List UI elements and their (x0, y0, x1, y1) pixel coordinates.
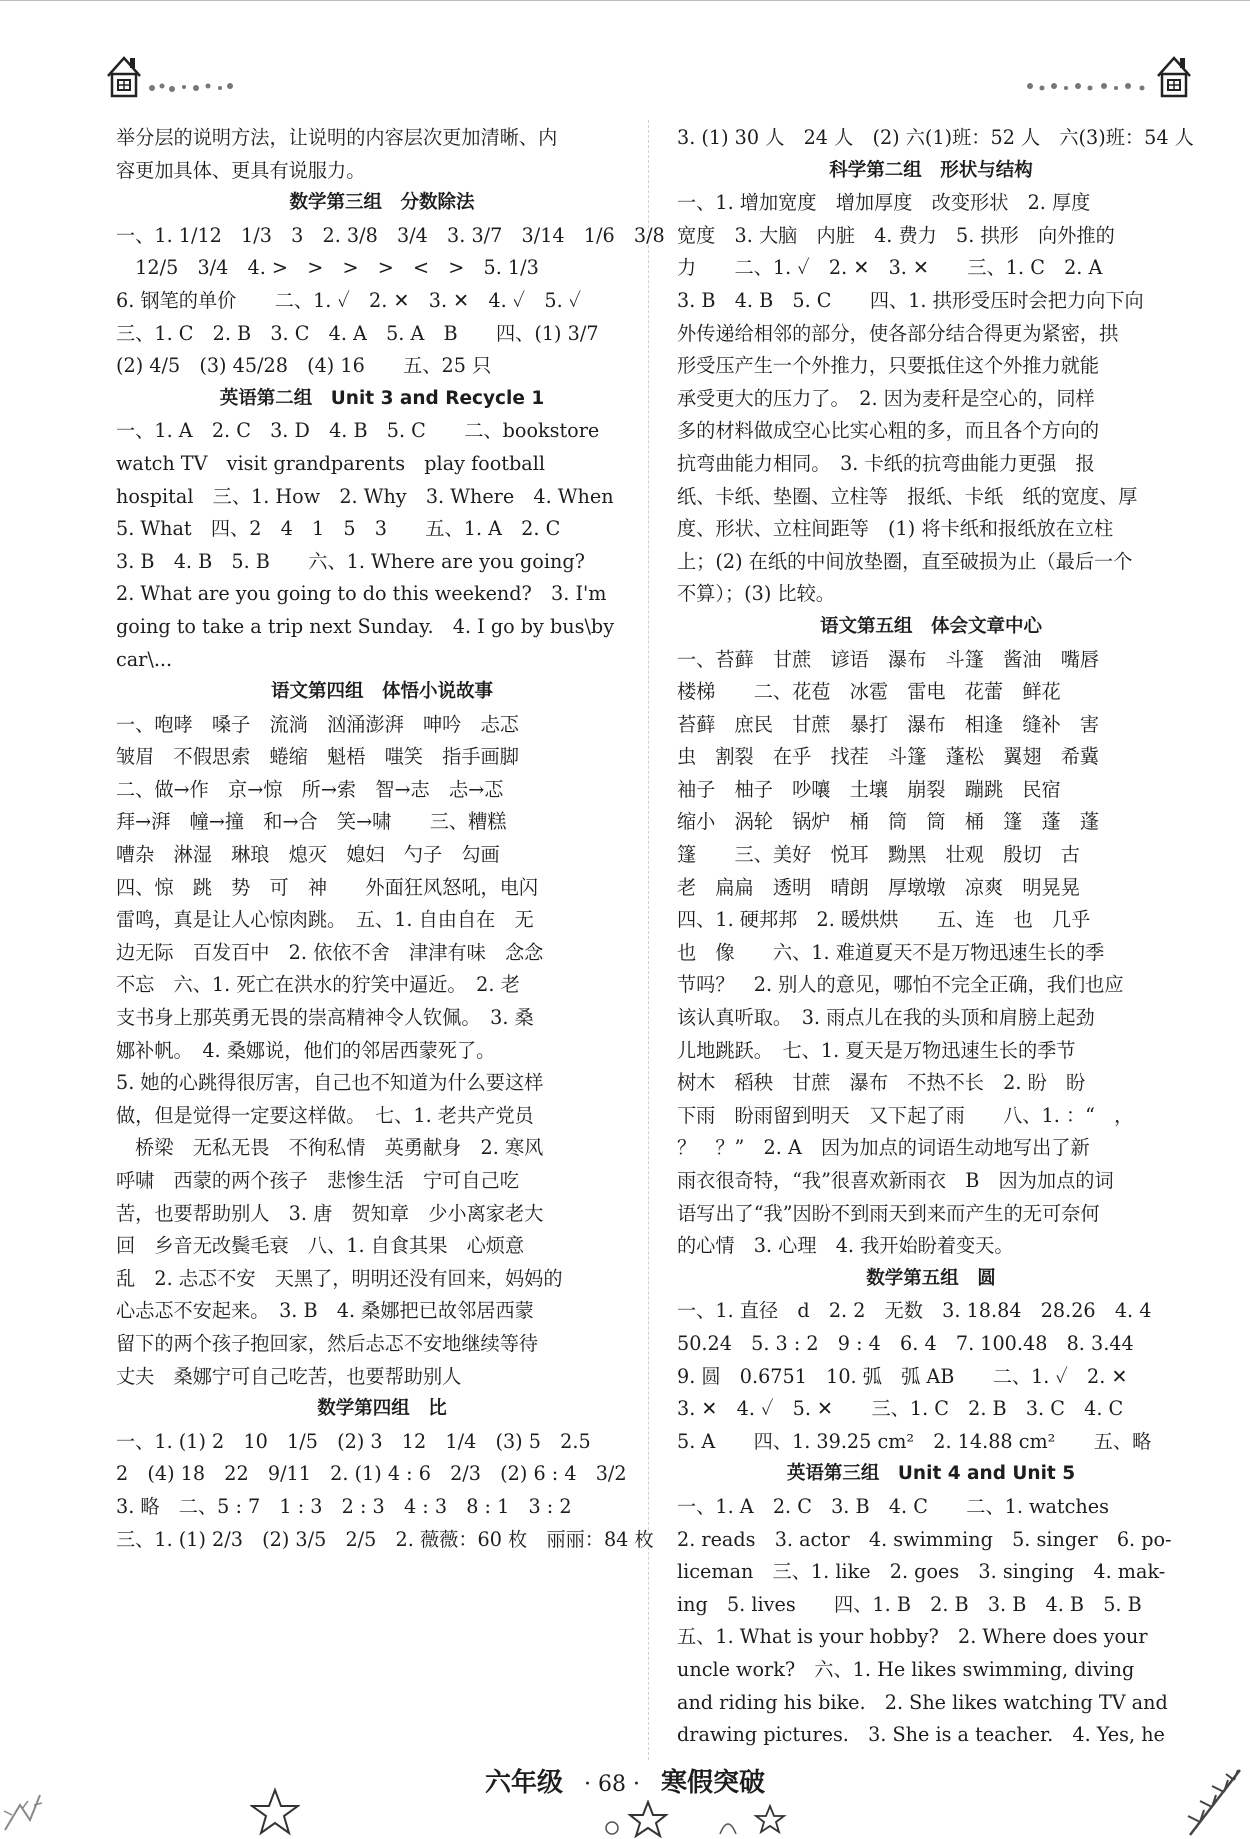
answer-line: 雨衣很奇特，“我”很喜欢新雨衣 B 因为加点的词 (677, 1169, 1114, 1192)
answer-line: ing 5. lives 四、1. B 2. B 3. B 4. B 5. B (677, 1592, 1142, 1616)
answer-line: 3. B 4. B 5. C 四、1. 拱形受压时会把力向下向 (677, 288, 1144, 312)
answer-line: 举分层的说明方法，让说明的内容层次更加清晰、内 (116, 126, 558, 149)
footer-book-title: 寒假突破 (661, 1768, 766, 1798)
answer-line: 嘈杂 淋湿 琳琅 熄灭 媳妇 勺子 勾画 (116, 843, 500, 867)
answer-line: 四、1. 硬邦邦 2. 暖烘烘 五、连 也 几乎 (677, 908, 1091, 932)
answer-line: 也 像 六、1. 难道夏天不是万物迅速生长的季 (677, 940, 1105, 964)
answer-line: 乱 2. 忐忑不安 天黑了，明明还没有回来，妈妈的 (116, 1266, 563, 1290)
answer-line: 5. A 四、1. 39.25 cm² 2. 14.88 cm² 五、略 (677, 1429, 1152, 1453)
answer-line: and riding his bike. 2. She likes watching TV and (677, 1690, 1168, 1714)
answer-line: 五、1. What is your hobby? 2. Where does your (677, 1625, 1148, 1649)
answer-line: car\... (116, 647, 173, 671)
answer-line: 皱眉 不假思索 蜷缩 魁梧 嗤笑 指手画脚 (116, 745, 519, 769)
answer-line: 一、1. 直径 d 2. 2 无数 3. 18.84 28.26 4. 4 (677, 1299, 1152, 1323)
answer-line: 不算）；(3) 比较。 (677, 582, 835, 606)
answer-line: 支书身上那英勇无畏的崇高精神令人钦佩。 3. 桑 (116, 1006, 534, 1030)
answer-line: 外传递给相邻的部分，使各部分结合得更为紧密，拱 (677, 321, 1119, 345)
answer-line: 该认真听取。 3. 雨点儿在我的头顶和肩膀上起劲 (677, 1006, 1095, 1030)
right-answer-column (677, 122, 1194, 1752)
answer-line: 回 乡音无改鬓毛衰 八、1. 自食其果 心烦意 (116, 1234, 525, 1258)
answer-line: ？ ？” 2. A 因为加点的词语生动地写出了新 (677, 1136, 1090, 1160)
answer-line: hospital 三、1. How 2. Why 3. Where 4. When (116, 484, 614, 508)
section-heading: 科学第二组 形状与结构 (829, 159, 1033, 181)
answer-line: 苔藓 庶民 甘蔗 暴打 瀑布 相逢 缝补 害 (677, 712, 1100, 736)
answer-line: 留下的两个孩子抱回家，然后忐忑不安地继续等待 (116, 1331, 539, 1355)
star-icon-center (600, 1800, 790, 1839)
left-answer-column (116, 122, 665, 1556)
answer-line: 雷鸣，真是让人心惊肉跳。 五、1. 自由自在 无 (116, 908, 534, 932)
answer-line: 四、惊 跳 势 可 神 外面狂风怒吼，电闪 (116, 875, 539, 899)
answer-line: 力 二、1. ✓ 2. ✕ 3. ✕ 三、1. C 2. A (677, 256, 1103, 280)
answer-line: 老 扁扁 透明 晴朗 厚墩墩 凉爽 明晃晃 (677, 875, 1080, 899)
section-heading: 数学第四组 比 (317, 1398, 447, 1420)
answer-line: 度、形状、立柱间距等 (1) 将卡纸和报纸放在立柱 (677, 517, 1114, 541)
answer-line: 三、1. C 2. B 3. C 4. A 5. A B 四、(1) 3/7 (116, 321, 599, 345)
page-number: · 68 · (584, 1772, 640, 1797)
answer-line: 楼梯 二、花苞 冰雹 雷电 花蕾 鲜花 (677, 680, 1061, 704)
answer-line: 纸、卡纸、垫圈、立柱等 报纸、卡纸 纸的宽度、厚 (677, 484, 1138, 508)
answer-line: 一、苔藓 甘蔗 谚语 瀑布 斗篷 酱油 嘴唇 (677, 647, 1100, 671)
answer-line: 节吗？ 2. 别人的意见，哪怕不完全正确，我们也应 (677, 973, 1124, 997)
house-icon-left (100, 50, 280, 100)
section-heading: 数学第三组 分数除法 (289, 192, 475, 214)
answer-line: 3. ✕ 4. ✓ 5. ✕ 三、1. C 2. B 3. C 4. C (677, 1397, 1124, 1421)
answer-line: 儿地跳跃。 七、1. 夏天是万物迅速生长的季节 (677, 1038, 1076, 1062)
answer-line: 语写出了“我”因盼不到雨天到来而产生的无可奈何 (677, 1201, 1100, 1225)
answer-line: 边无际 百发百中 2. 依依不舍 津津有味 念念 (116, 940, 544, 964)
answer-line: liceman 三、1. like 2. goes 3. singing 4. mak- (677, 1560, 1166, 1584)
answer-line: 9. 圆 0.6751 10. 弧 弧 AB 二、1. ✓ 2. ✕ (677, 1364, 1128, 1388)
column-divider (648, 120, 649, 1760)
answer-line: 一、1. A 2. C 3. D 4. B 5. C 二、bookstore (116, 419, 600, 443)
answer-line: 2 (4) 18 22 9/11 2. (1) 4 : 6 2/3 (2) 6 : 4 3/2 (116, 1462, 627, 1486)
answer-line: 桥梁 无私无畏 不徇私情 英勇献身 2. 寒风 (116, 1136, 544, 1160)
answer-line: 篷 三、美好 悦耳 黝黑 壮观 殷切 古 (677, 843, 1080, 867)
answer-line: 一、1. A 2. C 3. B 4. C 二、1. watches (677, 1494, 1109, 1518)
answer-line: 3. (1) 30 人 24 人 (2) 六(1)班：52 人 六(3)班：54 人 (677, 126, 1194, 149)
answer-line: 上；(2) 在纸的中间放垫圈，直至破损为止（最后一个 (677, 549, 1133, 573)
answer-line: 丈夫 桑娜宁可自己吃苦，也要帮助别人 (116, 1364, 462, 1388)
answer-line: 5. 她的心跳得很厉害，自己也不知道为什么要这样 (116, 1071, 544, 1095)
answer-line: 缩小 涡轮 锅炉 桶 筒 筒 桶 篷 蓬 蓬 (677, 810, 1100, 834)
section-heading: 英语第二组 Unit 3 and Recycle 1 (219, 387, 545, 409)
answer-line: watch TV visit grandparents play football (116, 451, 545, 475)
answer-line: 6. 钢笔的单价 二、1. ✓ 2. ✕ 3. ✕ 4. ✓ 5. ✓ (116, 288, 582, 312)
answer-line: 宽度 3. 大脑 内脏 4. 费力 5. 拱形 向外推的 (677, 223, 1115, 247)
answer-line: drawing pictures. 3. She is a teacher. 4. Yes, he (677, 1723, 1165, 1747)
answer-line: 一、1. 增加宽度 增加厚度 改变形状 2. 厚度 (677, 191, 1091, 215)
answer-line: 虫 割裂 在乎 找茬 斗篷 蓬松 翼翅 希冀 (677, 745, 1100, 769)
top-rule (0, 0, 1250, 1)
answer-line: 2. What are you going to do this weekend? 3. I'm (116, 582, 607, 606)
section-heading: 语文第四组 体悟小说故事 (270, 681, 493, 703)
answer-line: 娜补帆。 4. 桑娜说，他们的邻居西蒙死了。 (116, 1038, 496, 1062)
answer-line: 承受更大的压力了。 2. 因为麦秆是空心的，同样 (677, 386, 1095, 410)
answer-line: 的心情 3. 心理 4. 我开始盼着变天。 (677, 1234, 1014, 1258)
answer-line: 三、1. (1) 2/3 (2) 3/5 2/5 2. 薇薇：60 枚 丽丽：84 枚 (116, 1527, 654, 1551)
answer-line: 3. 略 二、5 : 7 1 : 3 2 : 3 4 : 3 8 : 1 3 : 2 (116, 1494, 572, 1518)
answer-line: 做，但是觉得一定要这样做。 七、1. 老共产党员 (116, 1103, 534, 1127)
house-icon-right (1010, 50, 1200, 100)
answer-line: going to take a trip next Sunday. 4. I go by bus\by (116, 614, 615, 638)
section-heading: 数学第五组 圆 (866, 1267, 996, 1289)
page-footer (0, 1762, 1250, 1799)
answer-line: 不忘 六、1. 死亡在洪水的狞笑中逼近。 2. 老 (116, 973, 520, 997)
answer-line: 容更加具体、更具有说服力。 (116, 158, 366, 182)
answer-line: 抗弯曲能力相同。 3. 卡纸的抗弯曲能力更强 报 (677, 451, 1095, 475)
footer-grade: 六年级 (484, 1768, 563, 1798)
answer-line: 苦，也要帮助别人 3. 唐 贺知章 少小离家老大 (116, 1201, 544, 1225)
answer-line: 3. B 4. B 5. B 六、1. Where are you going? (116, 549, 585, 573)
answer-line: 下雨 盼雨留到明天 又下起了雨 八、1. ：“ ， (677, 1103, 1134, 1127)
answer-line: 树木 稻秧 甘蔗 瀑布 不热不长 2. 盼 盼 (677, 1071, 1086, 1095)
section-heading: 英语第三组 Unit 4 and Unit 5 (786, 1463, 1076, 1485)
answer-line: 二、做→作 京→惊 所→索 智→志 忐→忑 (116, 777, 504, 801)
answer-line: 一、咆哮 嗓子 流淌 汹涌澎湃 呻吟 忐忑 (116, 712, 519, 736)
answer-line: 12/5 3/4 4. > > > > < > 5. 1/3 (116, 256, 539, 280)
answer-line: 形受压产生一个外推力，只要抵住这个外推力就能 (677, 354, 1100, 378)
answer-line: (2) 4/5 (3) 45/28 (4) 16 五、25 只 (116, 354, 492, 378)
answer-line: 呼啸 西蒙的两个孩子 悲惨生活 宁可自己吃 (116, 1169, 519, 1192)
answer-line: 多的材料做成空心比实心粗的多，而且各个方向的 (677, 419, 1100, 443)
answer-line: 50.24 5. 3 : 2 9 : 4 6. 4 7. 100.48 8. 3.44 (677, 1331, 1134, 1355)
answer-line: 2. reads 3. actor 4. swimming 5. singer 6. po- (677, 1527, 1172, 1551)
answer-line: 一、1. (1) 2 10 1/5 (2) 3 12 1/4 (3) 5 2.5 (116, 1429, 591, 1453)
answer-line: 袖子 柚子 吵嚷 土壤 崩裂 蹦跳 民宿 (677, 777, 1061, 801)
answer-line: uncle work? 六、1. He likes swimming, diving (677, 1657, 1135, 1681)
section-heading: 语文第五组 体会文章中心 (819, 615, 1042, 637)
answer-line: 心忐忑不安起来。 3. B 4. 桑娜把已故邻居西蒙 (116, 1299, 534, 1323)
answer-line: 5. What 四、2 4 1 5 3 五、1. A 2. C (116, 517, 561, 541)
answer-line: 拜→湃 幢→撞 和→合 笑→啸 三、糟糕 (116, 810, 507, 834)
answer-line: 一、1. 1/12 1/3 3 2. 3/8 3/4 3. 3/7 3/14 1/6 3/8 (116, 223, 665, 247)
